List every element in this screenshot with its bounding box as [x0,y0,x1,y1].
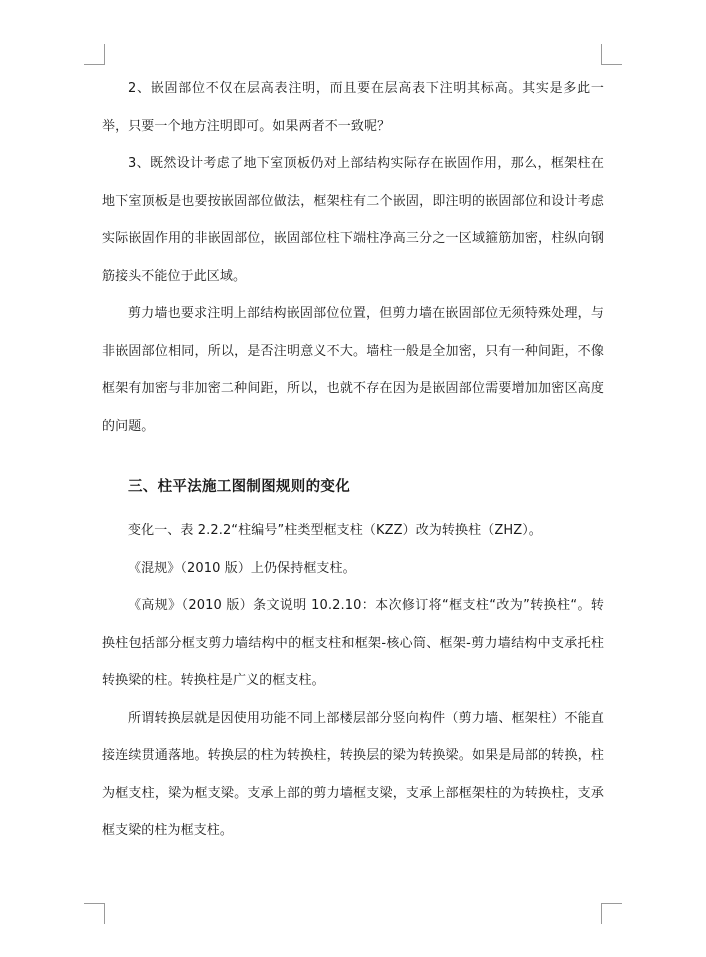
paragraph: 《混规》（2010 版）上仍保持框支柱。 [128,560,356,576]
paragraph: 3、既然设计考虑了地下室顶板仍对上部结构实际存在嵌固作用，那么，框架柱在地下室顶板是也要按嵌固部位做法，框架柱有二个嵌固，即注明的嵌固部位和设计考虑实际嵌固作用的非嵌固部位，嵌固部位柱下端柱净高三分之一区域箍筋加密，柱纵向钢筋接头不能位于此区域。 [102,156,604,284]
document-body [102,70,604,850]
spacer [102,445,604,472]
crop-mark-bottom-right [601,903,622,924]
crop-mark-top-left [84,44,105,65]
paragraph: 剪力墙也要求注明上部结构嵌固部位位置，但剪力墙在嵌固部位无须特殊处理，与非嵌固部位相同，所以，是否注明意义不大。墙柱一般是全加密，只有一种间距，不像框架有加密与非加密二种间距，所以，也就不存在因为是嵌固部位需要增加加密区高度的问题。 [102,306,604,434]
crop-mark-top-right [601,44,622,65]
paragraph: 变化一、表 2.2.2“柱编号”柱类型框支柱（KZZ）改为转换柱（ZHZ）。 [128,523,542,538]
paragraph: 《高规》（2010 版）条文说明 10.2.10：本次修订将“框支柱“改为”转换柱“。转换柱包括部分框支剪力墙结构中的框支柱和框架-核心筒、框架-剪力墙结构中支承托柱转换梁的柱。转换柱是广义的框支柱。 [102,598,604,688]
spacer [102,502,604,512]
paragraph: 2、嵌固部位不仅在层高表注明，而且要在层高表下注明其标高。其实是多此一举，只要一个地方注明即可。如果两者不一致呢？ [102,81,604,134]
crop-mark-bottom-left [84,903,105,924]
section-heading: 三、柱平法施工图制图规则的变化 [128,479,350,495]
paragraph: 所谓转换层就是因使用功能不同上部楼层部分竖向构件（剪力墙、框架柱）不能直接连续贯通落地。转换层的柱为转换柱，转换层的梁为转换梁。如果是局部的转换，柱为框支柱，梁为框支梁。支承上部的剪力墙框支梁，支承上部框架柱的为转换柱，支承框支梁的柱为框支柱。 [102,710,604,838]
